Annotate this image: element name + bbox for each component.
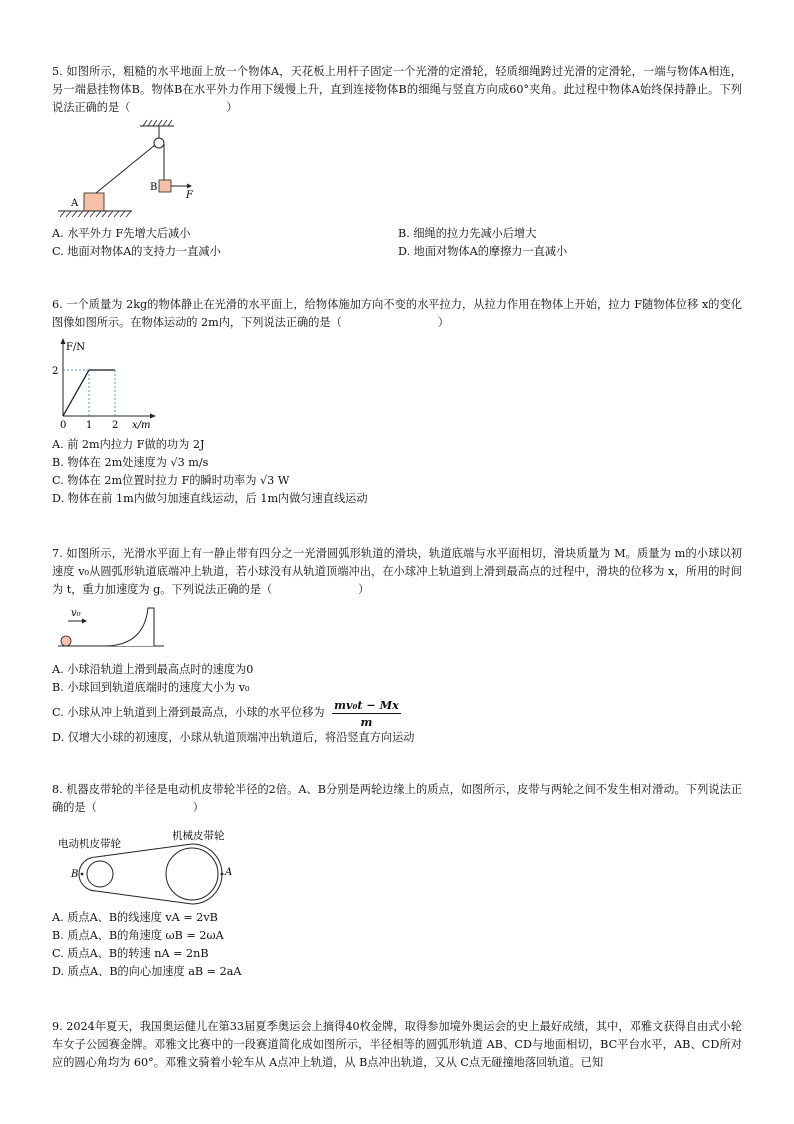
x-axis-label: x/m bbox=[132, 420, 151, 431]
label-f: F bbox=[186, 190, 193, 201]
question-6 bbox=[52, 296, 742, 332]
y-tick-label: 2 bbox=[52, 366, 59, 377]
question-8-stem: 8. 机器皮带轮的半径是电动机皮带轮半径的2倍。A、B分别是两轮边缘上的质点，如图所示，皮带与两轮之间不发生相对滑动。下列说法正确的是（ ） bbox=[52, 783, 742, 814]
question-9-stem: 9. 2024年夏天，我国奥运健儿在第33届夏季奥运会上摘得40枚金牌，取得参加境外奥运会的史上最好成绩，其中，邓雅文获得自由式小轮车女子公园赛金牌。邓雅文比赛中的一段赛道简化成如图所示，半径相等的圆弧形轨道 AB、CD与地面相切，BC平台水平，AB、CD所对应的圆心角均为 60°。邓雅文骑着小轮车从 A点冲上轨道，从 B点冲出轨道，又从 C点无碰撞地落回轨道。已知 bbox=[52, 1020, 742, 1069]
question-6-stem: 6. 一个质量为 2kg的物体静止在光滑的水平面上，给物体施加方向不变的水平拉力，从拉力作用在物体上开始，拉力 F随物体位移 x的变化图像如图所示。在物体运动的 2m内，下列说法正确的是（ ） bbox=[52, 298, 742, 329]
q5-option-a[interactable]: A. 水平外力 F先增大后减小 bbox=[52, 227, 191, 240]
label-b: B bbox=[150, 182, 158, 193]
point-b-label: B bbox=[71, 869, 79, 880]
question-7-stem: 7. 如图所示，光滑水平面上有一静止带有四分之一光滑圆弧形轨道的滑块，轨道底端与水平面相切，滑块质量为 M。质量为 m的小球以初速度 v₀从圆弧形轨道底端冲上轨道，若小球没有从轨道顶端冲出，在小球冲上轨道到上滑到最高点的过程中，滑块的位移为 x，所用的时间为 t，重力加速度为 g。下列说法正确的是（ ） bbox=[52, 547, 742, 596]
block-a bbox=[84, 193, 104, 211]
question-5 bbox=[52, 63, 742, 117]
q8-option-d[interactable]: D. 质点A、B的向心加速度 aB = 2aA bbox=[52, 965, 242, 978]
question-6-chart bbox=[52, 336, 172, 432]
q8-option-a[interactable]: A. 质点A、B的线速度 vA = 2vB bbox=[52, 911, 218, 924]
q5-option-d[interactable]: D. 地面对物体A的摩擦力一直减小 bbox=[398, 245, 568, 258]
block-b bbox=[159, 180, 171, 192]
q6-option-a[interactable]: A. 前 2m内拉力 F做的功为 2J bbox=[52, 438, 205, 451]
q8-option-b[interactable]: B. 质点A、B的角速度 ωB = 2ωA bbox=[52, 929, 224, 942]
x-tick-label: 1 bbox=[86, 420, 93, 431]
fraction-denominator: m bbox=[360, 715, 373, 729]
y-axis-label: F/N bbox=[66, 342, 86, 353]
arc-slider bbox=[104, 608, 154, 646]
q6-option-d[interactable]: D. 物体在前 1m内做匀加速直线运动，后 1m内做匀速直线运动 bbox=[52, 492, 368, 505]
machine-wheel bbox=[166, 848, 218, 900]
label-a: A bbox=[71, 198, 79, 209]
series-line bbox=[63, 370, 115, 416]
q7-option-b[interactable]: B. 小球回到轨道底端时的速度大小为 v₀ bbox=[52, 681, 250, 694]
machine-wheel-label: 机械皮带轮 bbox=[172, 830, 225, 842]
q7-option-c-text: C. 小球从冲上轨道到上滑到最高点，小球的水平位移为 bbox=[52, 706, 325, 719]
q5-option-c[interactable]: C. 地面对物体A的支持力一直减小 bbox=[52, 245, 221, 258]
q7-option-c[interactable] bbox=[52, 697, 401, 730]
motor-wheel bbox=[87, 861, 113, 887]
q7-option-a[interactable]: A. 小球沿轨道上滑到最高点时的速度为0 bbox=[52, 663, 254, 676]
question-7 bbox=[52, 545, 742, 599]
q8-option-c[interactable]: C. 质点A、B的转速 nA = 2nB bbox=[52, 947, 209, 960]
question-5-figure bbox=[56, 118, 236, 222]
question-8-figure bbox=[56, 825, 246, 911]
pulley bbox=[154, 138, 164, 148]
q6-option-c[interactable]: C. 物体在 2m位置时拉力 F的瞬时功率为 √3 W bbox=[52, 474, 290, 487]
question-7-figure bbox=[56, 602, 176, 654]
ball bbox=[61, 636, 71, 646]
point-a-label: A bbox=[225, 867, 233, 878]
fraction-numerator: mv₀t − Mx bbox=[334, 698, 399, 712]
q7-option-d[interactable]: D. 仅增大小球的初速度，小球从轨道顶端冲出轨道后，将沿竖直方向运动 bbox=[52, 731, 415, 744]
q6-option-b[interactable]: B. 物体在 2m处速度为 √3 m/s bbox=[52, 456, 209, 469]
q5-option-b[interactable]: B. 细绳的拉力先减小后增大 bbox=[398, 227, 537, 240]
motor-wheel-label: 电动机皮带轮 bbox=[58, 838, 121, 850]
question-5-stem: 5. 如图所示，粗糙的水平地面上放一个物体A，天花板上用杆子固定一个光滑的定滑轮，轻质细绳跨过光滑的定滑轮，一端与物体A相连，另一端悬挂物体B。物体B在水平外力作用下缓慢上升，直到连接物体B的细绳与竖直方向成60°夹角。此过程中物体A始终保持静止。下列说法正确的是（ ） bbox=[52, 65, 742, 114]
v0-label: v₀ bbox=[71, 608, 81, 619]
q7-option-c-fraction bbox=[332, 697, 401, 730]
question-8 bbox=[52, 781, 742, 817]
x-tick-label: 0 bbox=[60, 420, 67, 431]
question-9 bbox=[52, 1018, 742, 1072]
x-tick-label: 2 bbox=[112, 420, 119, 431]
